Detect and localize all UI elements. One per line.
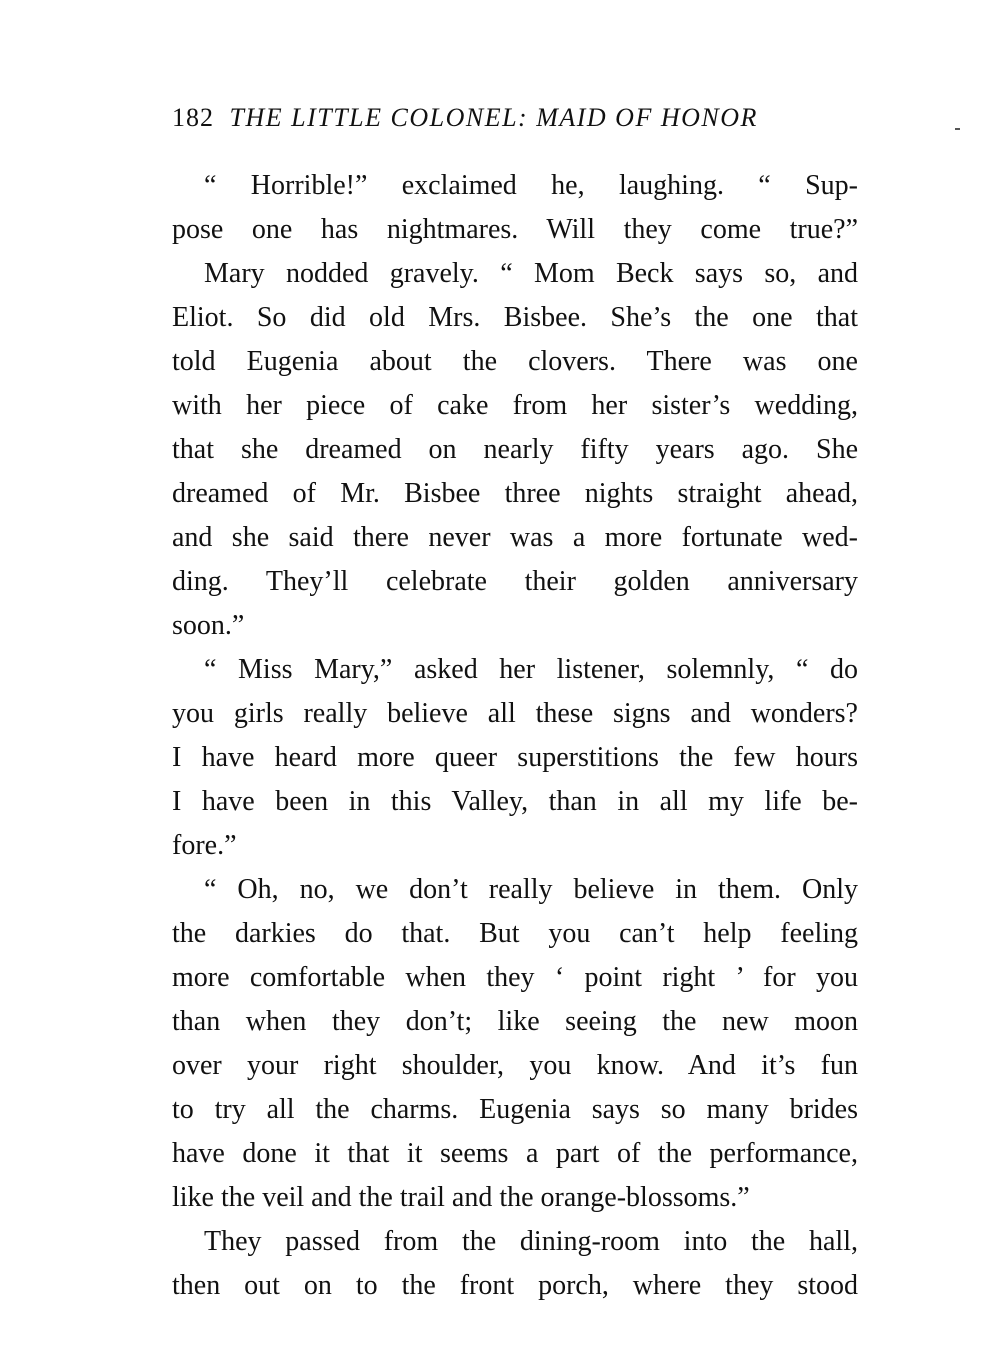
text-line: told Eugenia about the clovers. There was one (172, 346, 858, 377)
text-line: than when they don’t; like seeing the new moon (172, 1006, 858, 1037)
text-line: fore.” (172, 830, 237, 861)
text-line: I have been in this Valley, than in all my life be- (172, 786, 858, 817)
text-line: you girls really believe all these signs and wonders? (172, 698, 858, 729)
text-line: have done it that it seems a part of the performance, (172, 1138, 858, 1169)
text-line: Mary nodded gravely. “ Mom Beck says so, and (204, 258, 858, 289)
text-line: Eliot. So did old Mrs. Bisbee. She’s the one that (172, 302, 858, 333)
text-line: “ Miss Mary,” asked her listener, solemnly, “ do (204, 654, 858, 685)
text-line: “ Horrible!” exclaimed he, laughing. “ Sup- (204, 170, 858, 201)
text-line: “ Oh, no, we don’t really believe in them. Only (204, 874, 858, 905)
text-line: to try all the charms. Eugenia says so many brides (172, 1094, 858, 1125)
text-line: They passed from the dining-room into the hall, (204, 1226, 858, 1257)
page-number: 182 (172, 103, 214, 132)
print-speck (955, 128, 960, 130)
book-title: THE LITTLE COLONEL: MAID OF HONOR (229, 103, 758, 132)
text-line: the darkies do that. But you can’t help feeling (172, 918, 858, 949)
text-line: that she dreamed on nearly fifty years ago. She (172, 434, 858, 465)
text-line: pose one has nightmares. Will they come true?” (172, 214, 858, 245)
text-line: over your right shoulder, you know. And it’s fun (172, 1050, 858, 1081)
text-line: with her piece of cake from her sister’s wedding, (172, 390, 858, 421)
text-line: soon.” (172, 610, 245, 641)
body-text (172, 164, 858, 1308)
text-line: dreamed of Mr. Bisbee three nights straight ahead, (172, 478, 858, 509)
text-line: then out on to the front porch, where they stood (172, 1270, 858, 1301)
text-line: more comfortable when they ‘ point right ’ for you (172, 962, 858, 993)
text-line: I have heard more queer superstitions the few hours (172, 742, 858, 773)
text-line: ding. They’ll celebrate their golden anniversary (172, 566, 858, 597)
text-line: like the veil and the trail and the orange-blossoms.” (172, 1182, 750, 1213)
text-line: and she said there never was a more fortunate wed- (172, 522, 858, 553)
running-head (172, 100, 858, 136)
